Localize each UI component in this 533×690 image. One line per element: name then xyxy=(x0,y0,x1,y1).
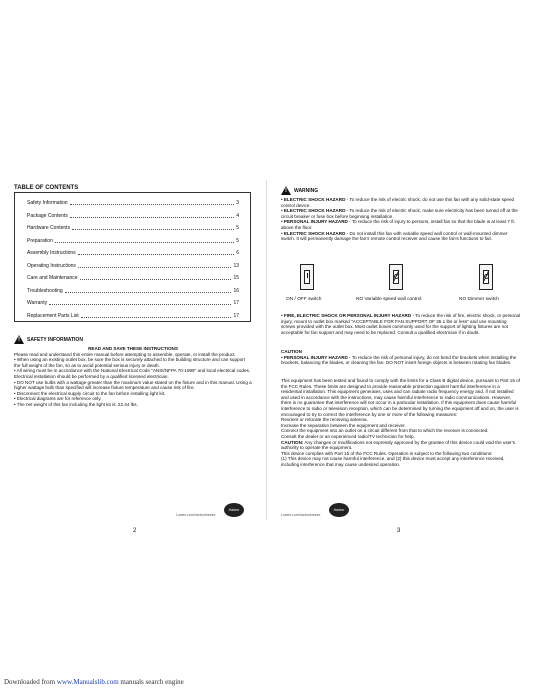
toc-leader-dots xyxy=(81,313,232,318)
fire-hazard: • FIRE, ELECTRIC SHOCK OR PERSONAL INJURY HAZARD - To reduce the risk of fire, electric shock, or personal injury, mount to outlet box marked "ACCEPTABLE FOR FAN SUPPORT OF 35.1 lbs or less" and use mounting screws provided with the outlet box. Most outlet boxes commonly used for the support of lighting fixtures are not acceptable for fan support and may need to be replaced. Consult a qualified electrician if in doubt. xyxy=(281,313,521,335)
toc-entry-label: Safety Information xyxy=(27,200,68,206)
download-footer: Downloaded from www.Manualslib.com manuals search engine xyxy=(4,678,184,686)
read-heading: READ AND SAVE THESE INSTRUCTIONS xyxy=(88,346,178,351)
warning-item: • PERSONAL INJURY HAZARD - To reduce the risk of injury to persons, install fan so that the blade is at least 7 ft. above the floor. xyxy=(281,219,516,230)
toc-entry-label: Operating Instructions xyxy=(27,262,76,269)
switch-label: NO Dimmer switch xyxy=(459,297,499,302)
warning-item: • ELECTRIC SHOCK HAZARD - To reduce the risk of electric shock, do not use this fan with any solid-state speed control device. xyxy=(281,197,515,208)
toc-entry xyxy=(27,275,239,281)
toc-entry-label: Care and Maintenance xyxy=(27,275,78,281)
warning-item: • ELECTRIC SHOCK HAZARD - Do not install this fan with variable speed wall control or wall-mounted dimmer switch. It will permanently damage the fan's remote control receiver and cause the fan's functions to fail. xyxy=(281,230,508,242)
caution-heading: CAUTION xyxy=(281,349,302,354)
safety-heading: ! SAFETY INFORMATION xyxy=(14,335,83,344)
toc-leader-dots xyxy=(80,275,232,280)
dimmer-switch-icon xyxy=(479,264,493,290)
warning-heading: ! WARNING xyxy=(281,186,318,195)
switch-label: NO Variable speed wall control xyxy=(356,297,422,302)
right-page xyxy=(267,0,533,690)
warning-item: • ELECTRIC SHOCK HAZARD - To reduce the risk of electric shock, make sure electricity has been turned off at the circuit breaker or fuse box before beginning installation. xyxy=(281,208,518,219)
caution-item: • PERSONAL INJURY HAZARD - To reduce the risk of personal injury, do not bend the brackets when installing the brackets, balancing the blades, or cleaning the fan. DO NOT insert foreign objects in between rotating fan blades. xyxy=(281,354,517,366)
warning-triangle-icon xyxy=(14,335,24,344)
toc-leader-dots xyxy=(78,263,232,268)
toc-entry-page: 5 xyxy=(236,225,239,231)
manualslib-link[interactable]: www.Manualslib.com xyxy=(56,678,119,686)
brand-logo: Harbor Breeze xyxy=(224,503,244,517)
switch-illustrations xyxy=(267,264,533,314)
toc-entry-page: 13 xyxy=(233,262,239,269)
toc-entry xyxy=(27,313,239,319)
page-number: 3 xyxy=(397,528,401,534)
toc-entry-label: Assembly Instructions xyxy=(27,250,76,256)
toc-entry xyxy=(27,225,239,231)
toc-entry-page: 17 xyxy=(233,300,239,306)
toc-leader-dots xyxy=(70,200,235,205)
toc-entry-label: Package Contents xyxy=(27,212,68,219)
toc-entry xyxy=(27,250,239,256)
safety-bullet: • DO NOT use bulbs with a wattage greater than the maximum value stated on the fixture and in this manual. Using a higher wattage bulb than specified will increase fixture temperature and cause risk of fire. xyxy=(14,379,252,391)
toc-entry-page: 4 xyxy=(236,212,239,219)
brand-logo: Harbor Breeze xyxy=(329,503,349,517)
toc-entry xyxy=(27,300,239,306)
caution-section xyxy=(281,349,521,366)
safety-bullet: • Disconnect the electrical supply circuit to the fan before installing light kit. xyxy=(14,390,166,396)
safety-bullet: • When using an existing outlet box, be sure the box is securely attached to the building structure and can support the full weight of the fan, so as to avoid potential serious injury or death. xyxy=(14,357,245,368)
toc-entry xyxy=(27,238,239,244)
warning-triangle-icon xyxy=(281,186,291,195)
safety-text xyxy=(14,346,252,408)
safety-bullet: • All wiring must be in accordance with the National Electrical Code "ANSI/NFPA 70-1999" and local electrical codes. Electrical installation should be performed by a qualified licensed electrician. xyxy=(14,368,251,379)
on-off-switch-icon xyxy=(300,264,314,290)
warning-list xyxy=(281,197,521,242)
toc-box xyxy=(14,192,251,322)
toc-entry-label: Troubleshooting xyxy=(27,287,63,294)
toc-entry-page: 3 xyxy=(236,200,239,206)
toc-entry-page: 5 xyxy=(236,237,239,244)
toc-entry-page: 15 xyxy=(233,275,239,281)
safety-bullet: • The net weight of this fan including the light kit is: 22.44 lbs. xyxy=(14,401,138,407)
toc-entry-label: Replacement Parts List xyxy=(27,312,79,319)
toc-leader-dots xyxy=(55,238,234,243)
toc-leader-dots xyxy=(65,288,232,293)
variable-speed-control-icon xyxy=(389,264,403,290)
switch-label: ON / OFF switch xyxy=(286,297,322,302)
toc-entry-label: Preparation xyxy=(27,237,53,244)
website-url: Lowes.com/harborbreeze xyxy=(281,513,321,517)
toc-entry-page: 6 xyxy=(236,250,239,256)
toc-entry xyxy=(27,200,239,206)
toc-entry-page: 17 xyxy=(233,312,239,319)
toc-entry-label: Warranty xyxy=(27,300,48,306)
toc-entry xyxy=(27,288,239,294)
website-url: Lowes.com/harborbreeze xyxy=(176,513,216,517)
toc-leader-dots xyxy=(49,300,231,305)
toc-leader-dots xyxy=(72,225,234,230)
safety-bullet: • Electrical diagrams are for reference only. xyxy=(14,396,102,402)
left-page xyxy=(0,0,266,690)
page-number: 2 xyxy=(133,528,137,534)
toc-entry xyxy=(27,213,239,219)
fcc-statement: This equipment has been tested and found to comply with the limits for a Class B digital device, pursuant to Part 15 of the FCC Rules. These limits are designed to provide reasonable protection against harmful interference in a residential installation. This equipment generates, uses and can radiate radio frequency energy and, if not installed and used in accordance with the instructions, may cause harmful interference to radio communications. However, there is no guarantee that interference will not occur in a particular installation. If this equipment does cause harmful interference to radio or television reception, which can be determined by turning the equipment off and on, the user is encouraged to try to correct the interference by one or more of the following measures: Reorient or relocate the receiving antenna. Increase the separation between the equipment and receiver. Connect the equipment into an outlet on a circuit different from that to which the receiver is connected. Consult the dealer or an experienced radio/TV technician for help. CAUTION: Any changes or modifications not expressly approved by the grantee of this device could void the user's authority to operate the equipment. This device complies with Part 15 of the FCC Rules. Operation is subject to the following two conditions: (1) This device may not cause harmful interference, and (2) this device must accept any interference received, including interference that may cause undesired operation. xyxy=(281,378,521,467)
toc-entry-label: Hardware Contents xyxy=(27,225,71,231)
safety-intro: Please read and understand this entire manual before attempting to assemble, operate, or install the product. xyxy=(14,351,236,357)
toc-leader-dots xyxy=(70,213,234,218)
toc-title: TABLE OF CONTENTS xyxy=(14,185,79,191)
toc-entry-page: 16 xyxy=(233,287,239,294)
toc-leader-dots xyxy=(78,250,235,255)
toc-entry xyxy=(27,263,239,269)
